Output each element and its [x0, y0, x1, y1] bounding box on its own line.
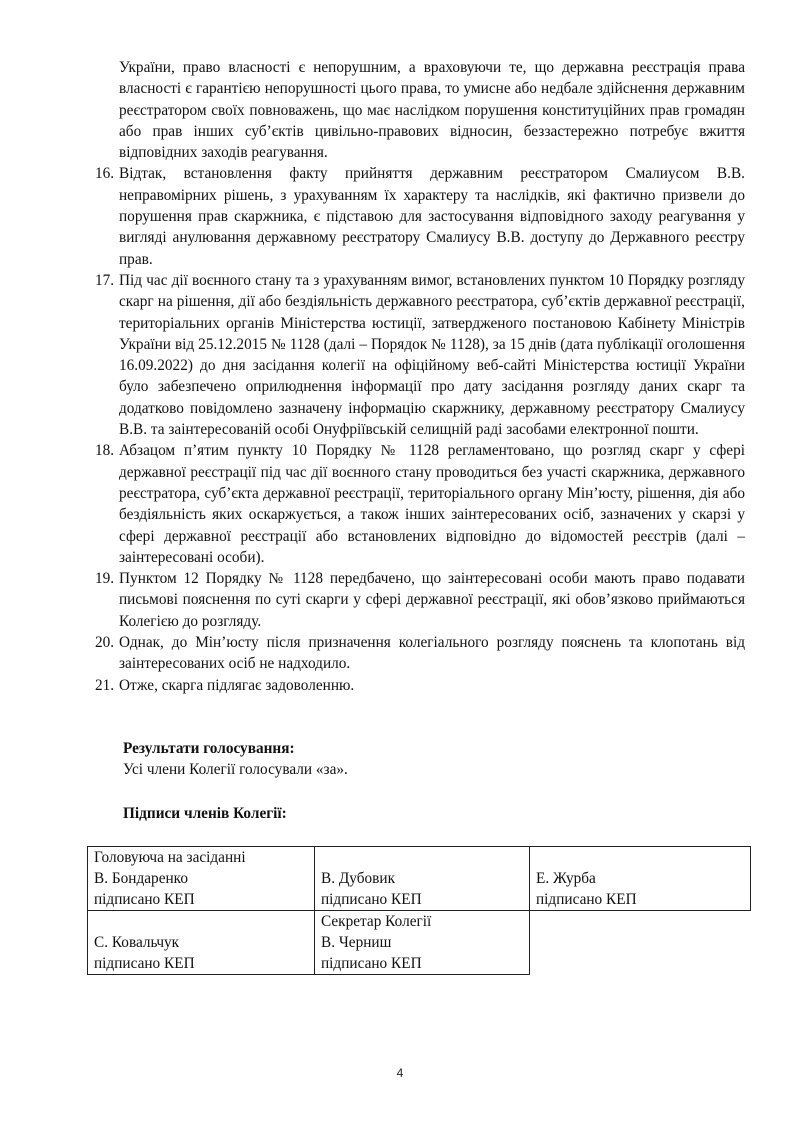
signature-status: підписано КЕП	[94, 891, 195, 908]
numbered-paragraph	[95, 163, 745, 269]
paragraph-15-continuation: України, право власності є непорушним, а враховуючи те, що державна реєстрація права власності є гарантією непорушності цього права, то умисне або недбале здійснення державним реєстратором своїх повноважень, що має наслідком порушення конституційних прав громадян або прав інших суб’єктів цивільно-правових відносин, беззастережно потребує вжиття відповідних заходів реагування.	[119, 59, 745, 162]
paragraph-text: Абзацом п’ятим пункту 10 Порядку № 1128 регламентовано, що розгляд скарг у сфері державної реєстрації під час дії воєнного стану проводиться без участі скаржника, державного реєстратора, суб’єкта державної реєстрації, територіального органу Мін’юсту, рішення, дія або бездіяльність яких оскаржується, а також інших заінтересованих осіб, зазначених у скарзі у сфері державної реєстрації або встановлених відповідно до відомостей реєстрів (далі – заінтересовані особи).	[119, 442, 745, 566]
table-row	[88, 911, 751, 975]
signature-cell	[530, 847, 751, 911]
signature-status: підписано КЕП	[94, 955, 195, 972]
signature-status: підписано КЕП	[321, 891, 422, 908]
signer-name: В. Бондаренко	[94, 870, 188, 887]
document-body	[95, 57, 745, 696]
paragraph-number: 17.	[95, 271, 115, 289]
table-row	[88, 847, 751, 911]
signature-cell	[88, 911, 315, 975]
signatures-table	[87, 846, 751, 975]
signatures-heading: Підписи членів Колегії:	[123, 805, 287, 822]
numbered-paragraph	[95, 675, 745, 696]
signer-role: Секретар Колегії	[321, 913, 432, 930]
paragraph-number: 21.	[95, 676, 115, 694]
signature-cell	[315, 911, 530, 975]
signer-role: Головуюча на засіданні	[94, 849, 246, 866]
signature-cell	[88, 847, 315, 911]
signer-name: С. Ковальчук	[94, 934, 180, 951]
numbered-paragraph	[95, 440, 745, 568]
signer-name: Е. Журба	[536, 870, 596, 887]
paragraph-text: Відтак, встановлення факту прийняття державним реєстратором Смалиусом В.В. неправомірних рішень, з урахуванням їх характеру та наслідків, які фактично призвели до порушення прав скаржника, є підставою для застосування відповідного заходу реагування у вигляді анулювання державному реєстратору Смалиусу В.В. доступу до Державного реєстру прав.	[119, 165, 745, 268]
paragraph-text: Однак, до Мін’юсту після призначення колегіального розгляду пояснень та клопотань від заінтересованих осіб не надходило.	[119, 634, 745, 673]
numbered-paragraph	[95, 632, 745, 675]
voting-section	[123, 738, 348, 781]
paragraph-text: Отже, скарга підлягає задоволенню.	[119, 676, 355, 694]
paragraph-number: 20.	[95, 634, 115, 652]
signer-name: В. Дубовик	[321, 870, 396, 887]
empty-cell	[530, 911, 751, 975]
page-number: 4	[396, 1066, 404, 1080]
paragraph-text: Пунктом 12 Порядку № 1128 передбачено, що заінтересовані особи мають право подавати письмові пояснення по суті скарги у сфері державної реєстрації, які обов’язково приймаються Колегією до розгляду.	[119, 570, 745, 630]
numbered-paragraph	[95, 568, 745, 632]
paragraph-text: Під час дії воєнного стану та з урахуванням вимог, встановлених пунктом 10 Порядку розгляду скарг на рішення, дії або бездіяльність державного реєстратора, суб’єктів державної реєстрації, територіальних органів Міністерства юстиції, затвердженого постановою Кабінету Міністрів України від 25.12.2015 № 1128 (далі – Порядок № 1128), за 15 днів (дата публікації оголошення 16.09.2022) до дня засідання колегії на офіційному веб-сайті Міністерства юстиції України було забезпечено оприлюднення інформації про дату засідання розгляду даних скарг та додатково повідомлено зазначену інформацію скаржнику, державному реєстратору Смалиусу В.В. та заінтересованій особі Онуфріївській селищній раді засобами електронної пошти.	[119, 271, 745, 439]
signature-status: підписано КЕП	[321, 955, 422, 972]
paragraph-number: 18.	[95, 442, 115, 460]
signature-status: підписано КЕП	[536, 891, 637, 908]
voting-result: Усі члени Колегії голосували «за».	[123, 761, 348, 779]
signer-name: В. Черниш	[321, 934, 392, 951]
signature-cell	[315, 847, 530, 911]
paragraph-number: 16.	[95, 165, 115, 183]
numbered-paragraph	[95, 270, 745, 440]
paragraph-number: 19.	[95, 570, 115, 588]
voting-heading: Результати голосування:	[123, 740, 295, 757]
